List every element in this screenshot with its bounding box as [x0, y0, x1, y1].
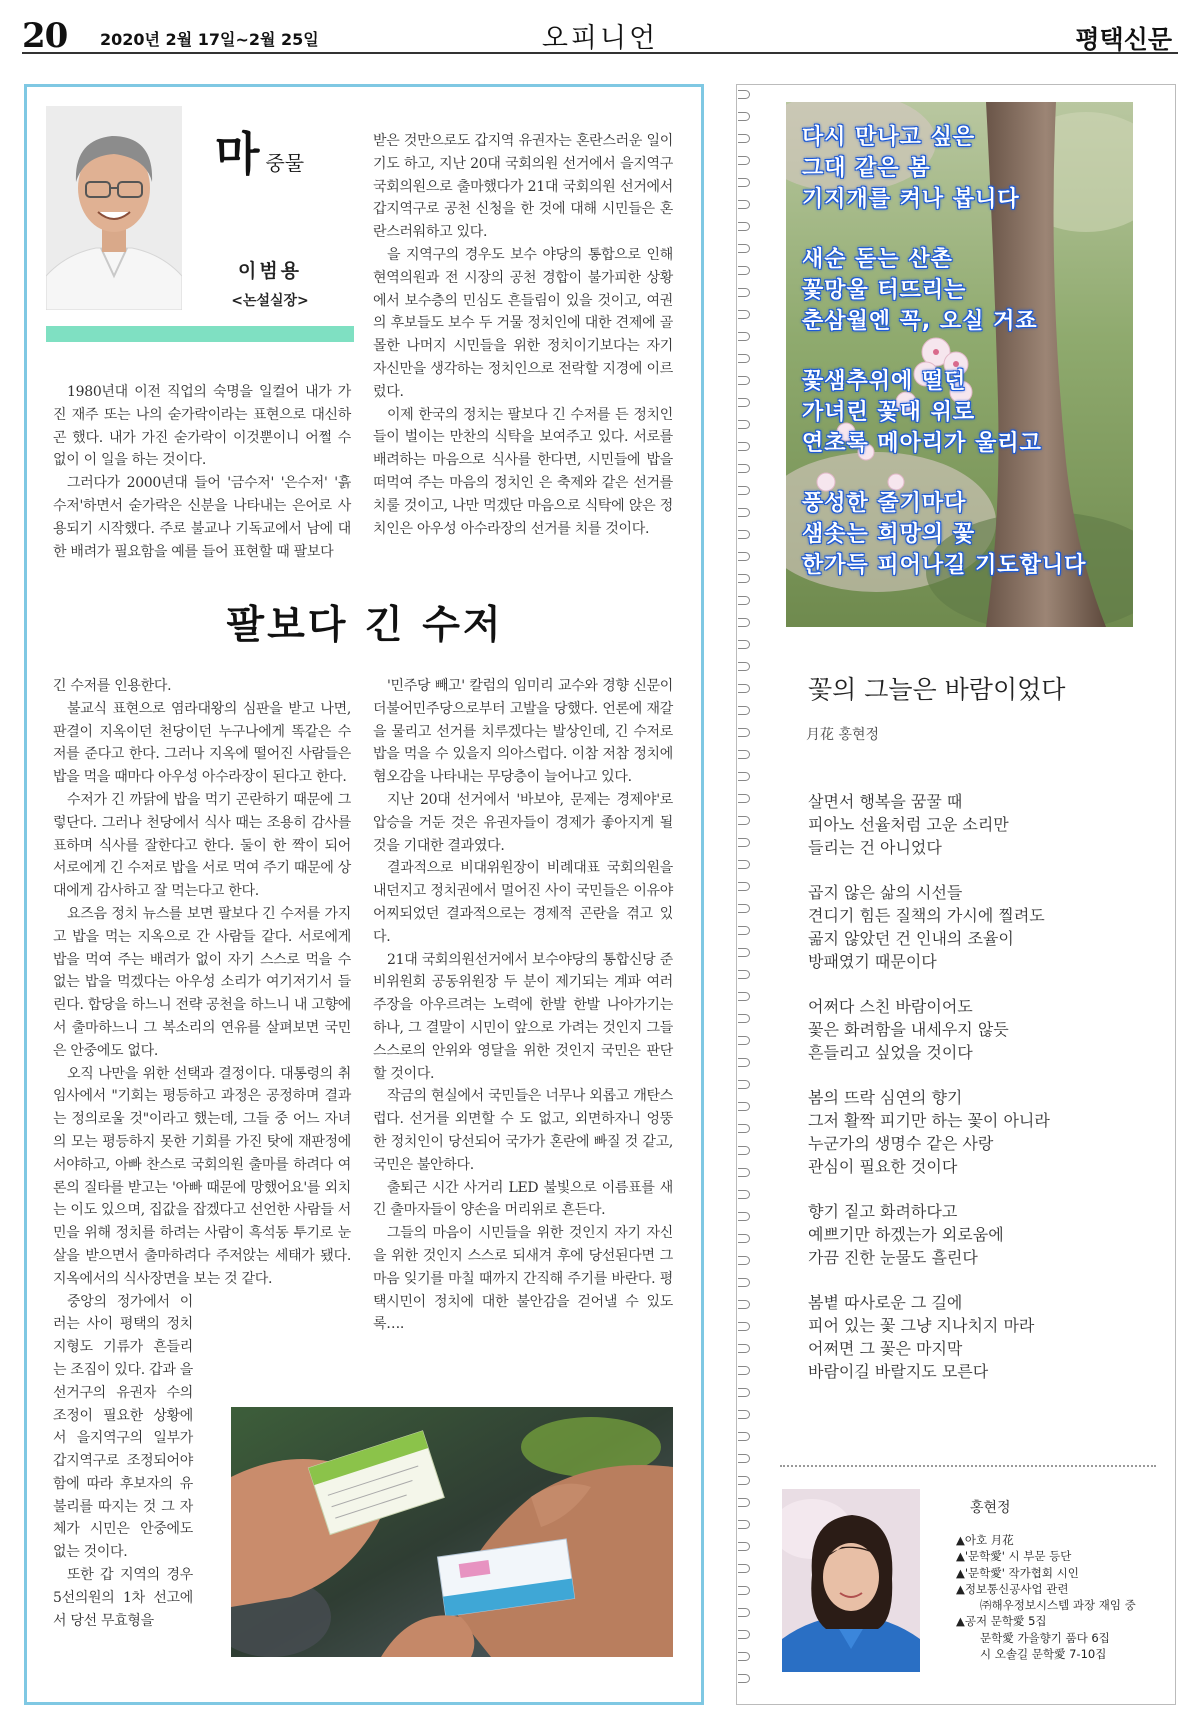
author-photo	[46, 106, 182, 310]
spiral-ring	[738, 508, 750, 517]
business-card-photo	[231, 1407, 673, 1657]
spiral-ring	[738, 1498, 750, 1507]
header-rule	[22, 52, 1178, 54]
poem-stanza: 살면서 행복을 꿈꿀 때 피아노 선율처럼 고운 소리만 들리는 건 아니었다	[808, 792, 1009, 857]
spiral-ring	[738, 1652, 750, 1661]
spiral-ring	[738, 574, 750, 583]
spiral-ring	[738, 1146, 750, 1155]
spiral-ring	[738, 1036, 750, 1045]
section-title: 오피니언	[541, 23, 659, 54]
spiral-ring	[738, 684, 750, 693]
bio-line: ▲'문학愛' 시 부문 등단	[956, 1549, 1072, 1564]
spiral-ring	[738, 1256, 750, 1265]
spiral-ring	[738, 926, 750, 935]
poet-bio	[956, 1532, 1166, 1662]
spiral-ring	[738, 992, 750, 1001]
image-stanza: 풍성한 줄기마다 샘솟는 희망의 꽃 한가득 피어나길 기도합니다	[802, 491, 1087, 578]
column-text-bottom-left: 긴 수저를 인용한다. 불교식 표현으로 염라대왕의 심판을 받고 나면, 판결이 지옥이던 천당이던 누구나에게 똑같은 수저를 준다고 한다. 그러나 지옥에 떨어진 사람들은 밥을 먹을 때마다 아우성 아수라장이 된다고 한다. 수저가 긴 까닭에 밥을 먹기 곤란하기 때문에 그렇단다. 그러나 천당에서 식사 때는 조용히 감사를 표하며 식사를 잘한다고 한다. 둘이 한 짝이 되어 서로에게 긴 수저로 밥을 서로 먹여 주기 때문에 상대에게 감사하고 잘 먹는다고 한다. 요즈음 정치 뉴스를 보면 팔보다 긴 수저를 가지고 밥을 먹는 지옥으로 간 사람들 같다. 서로에게 밥을 먹여 주는 배려가 없이 자기 스스로 먹을 수 없는 밥을 먹겠다는 아우성 소리가 여기저기서 들린다. 합당을 하느니 전략 공천을 하느니 내 고향에서 출마하느니 그 복소리의 연유를 살펴보면 국민은 안중에도 없다. 오직 나만을 위한 선택과 결정이다. 대통령의 취임사에서 "기회는 평등하고 과정은 공정하며 결과는 정의로울 것"이라고 했는데, 그들 중 어느 자녀의 모는 평등하지 못한 기회를 가진 탓에 재판정에 서야하고, 아빠 찬스로 국회의원 출마를 하려다 여론의 질타를 받고는 '아빠 때문에 망했어요'를 외치는 이도 있으며, 집값을 잡겠다고 선언한 사람들 서민을 위해 정치를 하려는 사람이 흑석동 투기로 눈살을 받으면서 출마하려다 주저앉는 세태가 됐다. 지옥에서의 식사장면을 보는 것 같다. 중앙의 정가에서 이러는 사이 평택의 정치 지형도 기류가 흔들리는 조짐이 있다. 갑과 을 선거구의 유권자 수의 조정이 필요한 상황에 서 을지역구의 일부가 갑지역구로 조정되어야 함에 따라 후보자의 유불리를 따지는 것 그 자체가 시민은 안중에도 없는 것이다. 또한 갑 지역의 경우 5선의원의 1차 선고에서 당선 무효형을	[53, 678, 351, 1629]
spiral-ring	[738, 398, 750, 407]
spiral-ring	[738, 904, 750, 913]
spiral-ring	[738, 640, 750, 649]
poem-body	[808, 790, 1148, 1405]
image-stanza: 꽃샘추위에 떨던 가녀린 꽃대 위로 연초록 메아리가 울리고	[802, 369, 1042, 456]
notebook-spiral	[738, 90, 750, 1700]
spiral-ring	[738, 750, 750, 759]
spiral-ring	[738, 970, 750, 979]
bio-line: ㈜해우정보시스템 과장 재임 중	[980, 1598, 1136, 1613]
spiral-ring	[738, 1542, 750, 1551]
spiral-ring	[738, 1300, 750, 1309]
poem-stanza: 어쩌다 스친 바람이어도 꽃은 화려함을 내세우지 않듯 흔들리고 싶었을 것이다	[808, 997, 1009, 1062]
spiral-ring	[738, 838, 750, 847]
spiral-ring	[738, 244, 750, 253]
spiral-ring	[738, 1366, 750, 1375]
spiral-ring	[738, 1410, 750, 1419]
spiral-ring	[738, 618, 750, 627]
bio-line: ▲아호 月花	[956, 1533, 1014, 1547]
spiral-ring	[738, 442, 750, 451]
spiral-ring	[738, 486, 750, 495]
poem-stanza: 봄의 뜨락 심연의 향기 그저 활짝 피기만 하는 꽃이 아니라 누군가의 생명수 같은 사랑 관심이 필요한 것이다	[808, 1088, 1050, 1176]
spiral-ring	[738, 1388, 750, 1397]
spiral-ring	[738, 266, 750, 275]
spiral-ring	[738, 596, 750, 605]
poem-stanza: 곱지 않은 삶의 시선들 견디기 힘든 질책의 가시에 찔려도 곪지 않았던 건 인내의 조율이 방패였기 때문이다	[808, 883, 1045, 971]
spiral-ring	[738, 728, 750, 737]
spiral-ring	[738, 1278, 750, 1287]
poem-title: 꽃의 그늘은 바람이었다	[808, 675, 1066, 704]
column-text-top-right: 받은 것만으로도 갑지역 유권자는 혼란스러운 일이기도 하고, 지난 20대 국회의원 선거에서 을지역구 국회의원으로 출마했다가 21대 국회의원 선거에서 갑지역구로 공천 신청을 한 것에 대해 시민들은 혼란스러워하고 있다. 을 지역구의 경우도 보수 야당의 통합으로 인해 현역의원과 전 시장의 공천 경합이 불가피한 상황에서 보수층의 민심도 흔들림이 있을 것이고, 여권의 후보들도 보수 두 거물 정치인에 대한 견제에 골몰한 나머지 시민들을 위한 정치이기보다는 자기 자신만을 생각하는 정치인으로 전락할 지경에 이르렀다. 이제 한국의 정치는 팔보다 긴 수저를 든 정치인들이 벌이는 만찬의 식탁을 보여주고 있다. 서로를 배려하는 마음으로 식사를 한다면, 시민들에 밥을 떠먹여 주는 마음의 정치인 은 축제와 같은 선거를 치룰 것이고, 나만 먹겠단 마음으로 식탁에 앉은 정치인은 아우성 아수라장의 선거를 치를 것이다.	[373, 133, 673, 537]
bio-line: ▲공저 문학愛 5집	[956, 1614, 1047, 1629]
spiral-ring	[738, 112, 750, 121]
spiral-ring	[738, 1476, 750, 1485]
spiral-ring	[738, 794, 750, 803]
bio-line: ▲'문학愛' 작가협회 시인	[956, 1565, 1079, 1580]
spiral-ring	[738, 1344, 750, 1353]
accent-bar	[46, 326, 354, 342]
spiral-ring	[738, 222, 750, 231]
spiral-ring	[738, 552, 750, 561]
spiral-ring	[738, 1630, 750, 1639]
poem-author: 月花 홍현정	[806, 727, 880, 743]
spiral-ring	[738, 1608, 750, 1617]
author-name: 이범용	[237, 260, 303, 282]
spiral-ring	[738, 1080, 750, 1089]
spiral-ring	[738, 882, 750, 891]
spiral-ring	[738, 1058, 750, 1067]
image-stanza: 새순 돋는 산촌 꽃망울 터뜨리는 춘삼월엔 꼭, 오실 거죠	[802, 247, 1038, 334]
spiral-ring	[738, 1432, 750, 1441]
author-role: <논설실장>	[231, 293, 309, 309]
spiral-ring	[738, 464, 750, 473]
column-text-bottom-right: '민주당 빼고' 칼럼의 임미리 교수와 경향 신문이 더불어민주당으로부터 고발을 당했다. 언론에 재갈을 물리고 선거를 치루겠다는 발상인데, 긴 수저로 밥을 먹을 수 있을지 의아스럽다. 이참 저참 정치에 혐오감을 나타내는 무당층이 늘어나고 있다. 지난 20대 선거에서 '바보야, 문제는 경제야'로 압승을 거둔 것은 유권자들이 경제가 좋아지게 될 것을 기대한 결과였다. 결과적으로 비대위원장이 비례대표 국회의원을 내던지고 정치권에서 멀어진 사이 국민들은 이유야 어찌되었던 결과적으로는 경제적 곤란을 겪고 있다. 21대 국회의원선거에서 보수야당의 통합신당 준비위원회 공동위원장 두 분이 제기되는 계파 여러 주장을 아우르려는 노력에 한발 한발 나아가기는 하나, 그 결말이 시민이 앞으로 가려는 것인지 그들 스스로의 안위와 영달을 위한 것인지 국민은 판단 할 것이다. 작금의 현실에서 국민들은 너무나 외롭고 개탄스럽다. 선거를 외면할 수 도 없고, 외면하자니 엉뚱한 정치인이 당선되어 국가가 혼란에 빠질 것 같고, 국민은 불안하다. 출퇴근 시간 사거리 LED 불빛으로 이름표를 새긴 출마자들이 양손을 머리위로 흔든다. 그들의 마음이 시민들을 위한 것인지 자기 자신을 위한 것인지 스스로 되새겨 후에 당선된다면 그 마음 잊기를 마칠 때까지 간직해 주기를 바란다. 평택시민이 정치에 대한 불안감을 걷어낼 수 있도록….	[373, 678, 673, 1333]
poet-photo	[782, 1489, 920, 1672]
poem-image-text	[802, 122, 1132, 610]
spiral-ring	[738, 1190, 750, 1199]
poet-name: 홍현정	[970, 1500, 1011, 1516]
spiral-ring	[738, 1322, 750, 1331]
spiral-ring	[738, 178, 750, 187]
spiral-ring	[738, 1564, 750, 1573]
spiral-ring	[738, 1234, 750, 1243]
poem-stanza: 향기 짙고 화려하다고 예쁘기만 하겠는가 외로움에 가끔 진한 눈물도 흘린다	[808, 1202, 1004, 1267]
spiral-ring	[738, 354, 750, 363]
spiral-ring	[738, 530, 750, 539]
spiral-ring	[738, 662, 750, 671]
spiral-ring	[738, 816, 750, 825]
column-series-title: 마중물	[215, 127, 305, 181]
column-text-top-left: 1980년대 이전 직업의 숙명을 일컬어 내가 가진 재주 또는 나의 숟가락이라는 표현으로 대신하곤 했다. 내가 가진 숟가락이 이것뿐이니 어쩔 수 없이 이 일을 하는 것이다. 그러다가 2000년대 들어 '금수저' '은수저' '흙수저'하면서 숟가락은 신분을 나타내는 은어로 사용되기 시작했다. 주로 불교나 기독교에서 남에 대한 배려가 필요함을 예를 들어 표현할 때 팔보다	[53, 384, 351, 560]
spiral-ring	[738, 90, 750, 99]
spiral-ring	[738, 772, 750, 781]
spiral-ring	[738, 1168, 750, 1177]
issue-date: 2020년 2월 17일~2월 25일	[100, 30, 319, 49]
page-number: 20	[22, 16, 68, 56]
spiral-ring	[738, 1586, 750, 1595]
spiral-ring	[738, 420, 750, 429]
profile-separator	[780, 1465, 1156, 1467]
image-stanza: 다시 만나고 싶은 그대 같은 봄 기지개를 켜나 봅니다	[802, 125, 1020, 212]
bio-line: ▲정보통신공사업 관련	[956, 1581, 1069, 1596]
newspaper-name: 평택신문	[1075, 25, 1172, 54]
spiral-ring	[738, 1520, 750, 1529]
spiral-ring	[738, 332, 750, 341]
poem-stanza: 봄볕 따사로운 그 길에 피어 있는 꽃 그냥 지나치지 마라 어쩌면 그 꽃은 마지막 바람이길 바랄지도 모른다	[808, 1293, 1035, 1381]
spiral-ring	[738, 134, 750, 143]
spiral-ring	[738, 376, 750, 385]
spiral-ring	[738, 1124, 750, 1133]
spiral-ring	[738, 860, 750, 869]
spiral-ring	[738, 1454, 750, 1463]
spiral-ring	[738, 948, 750, 957]
spiral-ring	[738, 156, 750, 165]
spiral-ring	[738, 706, 750, 715]
bio-line: 시 오솔길 문학愛 7-10집	[980, 1647, 1107, 1662]
spiral-ring	[738, 310, 750, 319]
spiral-ring	[738, 1014, 750, 1023]
bio-line: 문학愛 가을향기 품다 6집	[980, 1630, 1110, 1645]
column-headline: 팔보다 긴 수저	[226, 603, 504, 648]
spiral-ring	[738, 1212, 750, 1221]
spiral-ring	[738, 1674, 750, 1683]
spiral-ring	[738, 288, 750, 297]
spiral-ring	[738, 1102, 750, 1111]
spiral-ring	[738, 200, 750, 209]
